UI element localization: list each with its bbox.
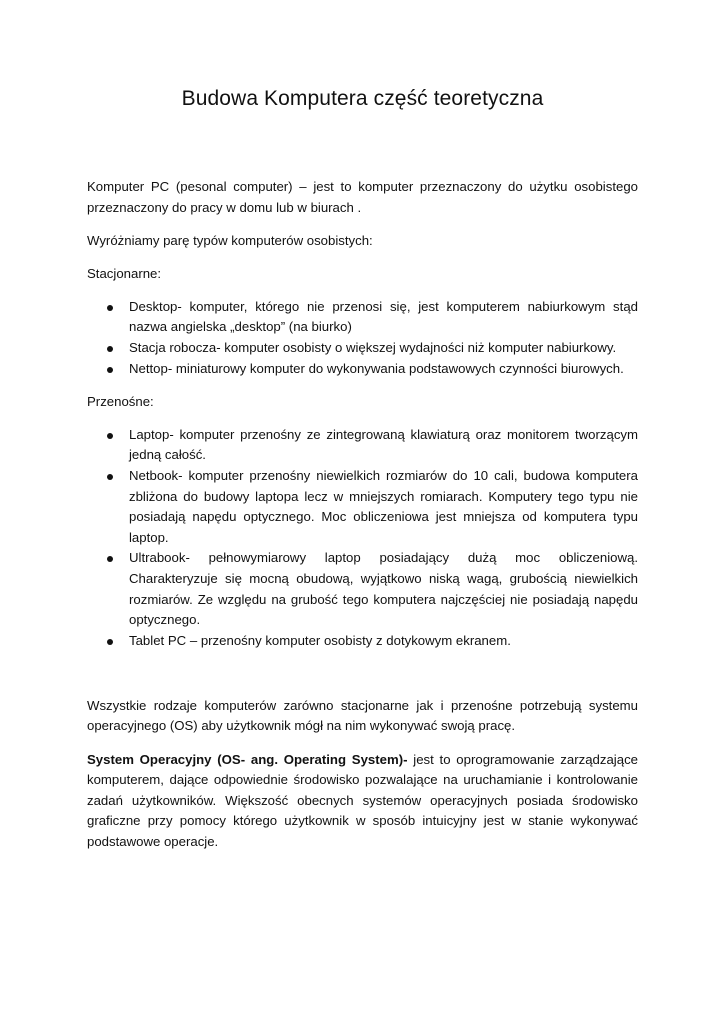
list-item [129,631,638,652]
types-heading: Wyróżniamy parę typów komputerów osobistych: [87,232,373,248]
section-spacer [87,664,638,696]
list-item-text: Stacja robocza- komputer osobisty o większej wydajności niż komputer nabiurkowy. [129,340,617,356]
portable-heading: Przenośne: [87,393,154,409]
bullet-icon [107,474,113,480]
bullet-icon [107,346,113,352]
list-item-text: Netbook- komputer przenośny niewielkich rozmiarów do 10 cali, budowa komputera zbliżona do budowy laptopa lecz w mniejszych romiarach. Komputery tego typu nie posiadają napędu optycznego. Moc obliczeniowa jest mniejsza od komputera typu laptop. [129,468,638,545]
os-need-paragraph: Wszystkie rodzaje komputerów zarówno stacjonarne jak i przenośne potrzebują systemu operacyjnego (OS) aby użytkownik mógł na nim wykonywać swoją pracę. [87,697,638,734]
list-item [129,425,638,466]
list-item-text: Tablet PC – przenośny komputer osobisty z dotykowym ekranem. [129,632,511,648]
list-item [129,297,638,338]
bullet-icon [107,433,113,439]
intro-paragraph: Komputer PC (pesonal computer) – jest to komputer przeznaczony do użytku osobistego przeznaczony do pracy w domu lub w biurach . [87,179,638,215]
list-item-text: Laptop- komputer przenośny ze zintegrowaną klawiaturą oraz monitorem tworzącym jedną całość. [129,426,638,463]
document-body [87,177,638,865]
page-title: Budowa Komputera część teoretyczna [181,87,544,110]
list-item [129,359,638,380]
bullet-icon [107,305,113,311]
list-item-text: Ultrabook- pełnowymiarowy laptop posiadający dużą moc obliczeniową. Charakteryzuje się mocną obudową, wyjątkowo niską wagą, grubością niewielkich rozmiarów. Ze względu na grubość tego komputera najczęściej nie posiadają napędu optycznego. [129,550,638,628]
list-item-text: Desktop- komputer, którego nie przenosi się, jest komputerem nabiurkowym stąd nazwa angielska „desktop” (na biurko) [129,298,638,335]
list-item-text: Nettop- miniaturowy komputer do wykonywania podstawowych czynności biurowych. [129,360,624,376]
os-definition-text: jest to oprogramowanie zarządzające komputerem, dające odpowiednie środowisko pozwalające na uruchamianie i kontrolowanie zadań użytkowników. Większość obecnych systemów operacyjnych posiada środowisko graficzne przy pomocy którego użytkownik w sposób intuicyjny jest w stanie wykonywać podstawowe operacje. [87,751,639,849]
stationary-list [87,297,638,379]
os-definition-term: System Operacyjny (OS- ang. Operating System)- [87,751,408,767]
list-item [129,338,638,359]
list-item [129,466,638,548]
portable-list [87,425,638,652]
bullet-icon [107,639,113,645]
stationary-heading: Stacjonarne: [87,265,162,281]
os-definition-paragraph [87,750,638,853]
bullet-icon [107,556,113,562]
list-item [129,548,638,630]
bullet-icon [107,367,113,373]
